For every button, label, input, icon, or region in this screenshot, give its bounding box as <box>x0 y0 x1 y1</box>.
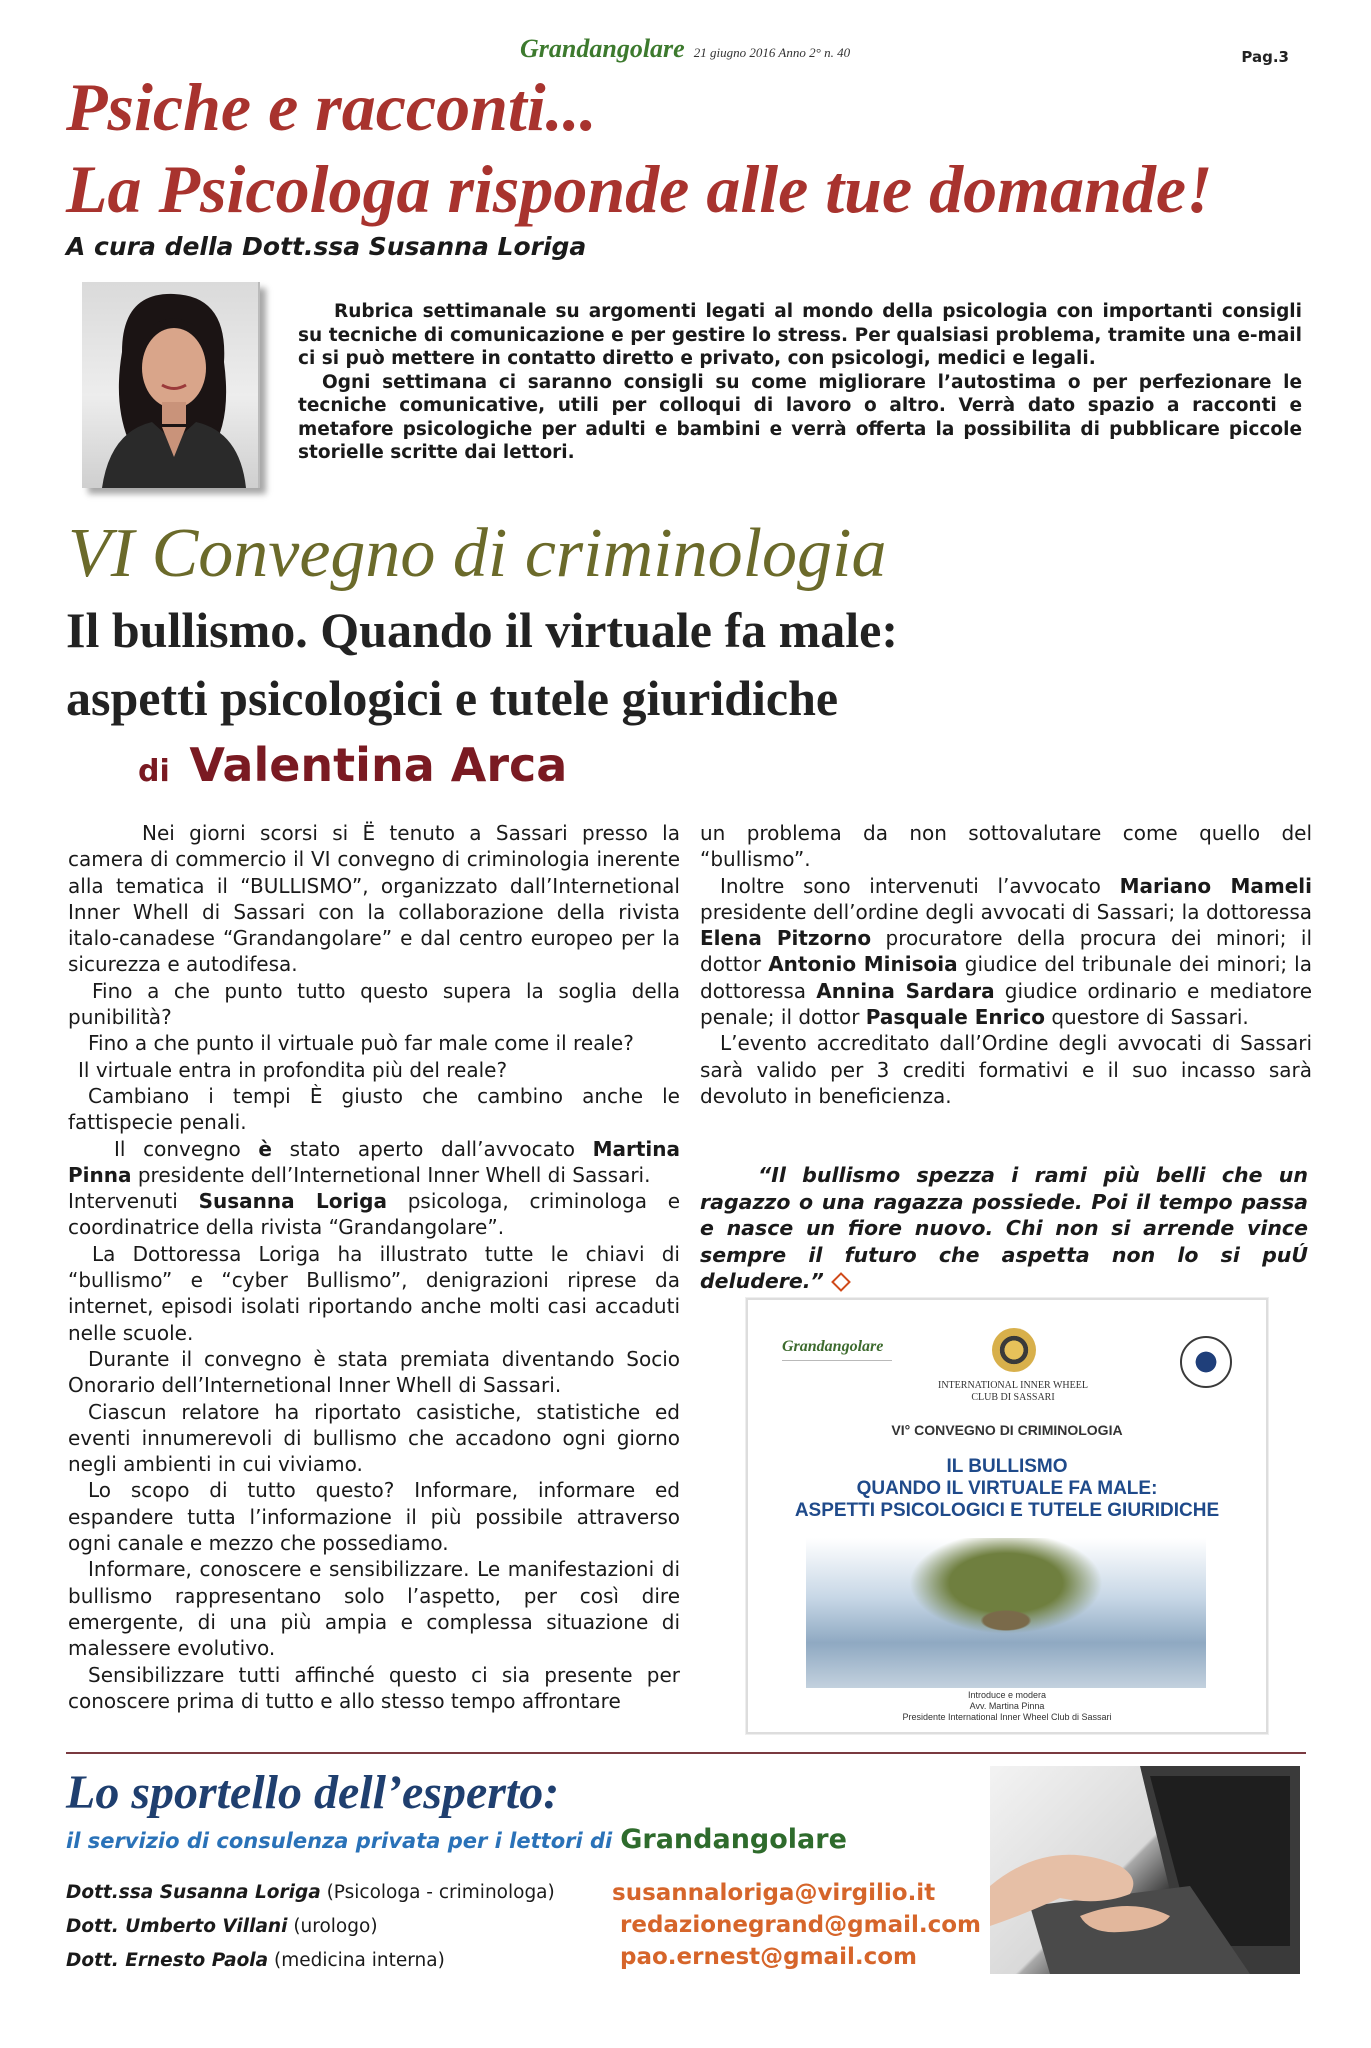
paragraph: Fino a che punto il virtuale può far male come il reale? <box>88 1031 634 1056</box>
article1-paragraph: Ogni settimana ci saranno consigli su come migliorare l’autostima o per perfezionare le tecniche comunicative, utili per colloqui di lavoro o altro. Verrà dato spazio a racconti e metafore psicologiche per adulti e bambini e verrà offerta la possibilita di pubblicare piccole storielle scritte dai lettori. <box>298 371 1302 463</box>
article1-title-line2: La Psicologa risponde alle tue domande! <box>66 151 1213 227</box>
article1-intro <box>298 300 1302 465</box>
article1-title-line1: Psiche e racconti... <box>66 69 597 145</box>
paragraph: Nei giorni scorsi si Ë tenuto a Sassari presso la camera di commercio il VI convegno di criminologia inerente alla tematica il “BULLISMO”, organizzato dall’Internetional Inner Whell di Sassari con la collaborazione della rivista italo-canadese “Grandangolare” e dal centro europeo per la sicurezza e autodifesa. <box>68 821 680 977</box>
masthead-issue: 21 giugno 2016 Anno 2° n. 40 <box>693 45 851 60</box>
expert-email-link[interactable]: redazionegrand@gmail.com <box>620 1912 981 1938</box>
article2-byline <box>138 738 567 792</box>
article2-subtitle-line1: Il bullismo. Quando il virtuale fa male: <box>66 602 899 658</box>
article2-kicker: VI Convegno di criminologia <box>68 515 887 592</box>
quote-text: “Il bullismo spezza i rami più belli che un ragazzo o una ragazza possiede. Poi il tempo passa e nasce un fiore nuovo. Chi non si arrende vince sempre il futuro che aspetta non lo si puÚ deludere.” <box>700 1163 1308 1293</box>
sportello-subtitle-text: il servizio di consulenza privata per i lettori di <box>66 1829 613 1853</box>
paragraph: La Dottoressa Loriga ha illustrato tutte le chiavi di “bullismo” e “cyber Bullismo”, denigrazioni riprese da internet, episodi isolati riportando anche molti casi accaduti nelle scuole. <box>68 1241 680 1345</box>
paragraph: Sensibilizzare tutti affinché questo ci sia presente per conoscere prima di tutto e allo stesso tempo affrontare <box>68 1662 680 1713</box>
masthead <box>520 34 850 64</box>
masthead-brand: Grandangolare <box>520 34 685 63</box>
text: stato aperto dall’avvocato <box>271 1136 593 1161</box>
rotary-emblem-icon <box>992 1328 1036 1372</box>
article1-paragraph: Rubrica settimanale su argomenti legati al mondo della psicologia con importanti consigli su tecniche di comunicazione e per gestire lo stress. Per qualsiasi problema, tramite una e-mail ci si può mettere in contatto diretto e privato, con psicologi, medici e legali. <box>298 301 1302 369</box>
paragraph: un problema da non sottovalutare come quello del “bullismo”. <box>700 821 1312 872</box>
flyer-heading-line3: ASPETTI PSICOLOGICI E TUTELE GIURIDICHE <box>794 1500 1220 1521</box>
paragraph: Informare, conoscere e sensibilizzare. Le manifestazioni di bullismo rappresentano solo l’aspetto, per così dire emergente, di una più ampia e complessa situazione di malessere evolutivo. <box>68 1557 680 1661</box>
sportello-title: Lo sportello dell’esperto: <box>66 1766 560 1819</box>
person-name: Pasquale Enrico <box>865 1005 1045 1030</box>
flyer-org-line1: INTERNATIONAL INNER WHEEL <box>938 1380 1088 1391</box>
flyer-foot-line2: Avv. Martina Pinna <box>969 1701 1045 1711</box>
text-bold: è <box>258 1136 272 1161</box>
flyer-foot-line3: Presidente International Inner Wheel Club di Sassari <box>902 1712 1112 1722</box>
article1-byline: A cura della Dott.ssa Susanna Loriga <box>66 232 587 261</box>
article2-left-column <box>68 820 680 1714</box>
section-divider <box>66 1752 1306 1754</box>
paragraph: Ciascun relatore ha riportato casistiche, statistiche ed eventi innumerevoli di bullismo che accadono ogni giorno negli ambienti in cui viviamo. <box>68 1399 680 1477</box>
byline-prefix: di <box>138 754 170 789</box>
person-name: Martina Pinna <box>68 1136 681 1187</box>
paragraph: L’evento accreditato dall’Ordine degli avvocati di Sassari sarà valido per 3 crediti formativi e il suo incasso sarà devoluto in beneficienza. <box>700 1031 1312 1108</box>
paragraph: Cambiano i tempi È giusto che cambino anche le fattispecie penali. <box>68 1083 680 1135</box>
flyer-org-line2: CLUB DI SASSARI <box>971 1392 1055 1403</box>
paragraph: Lo scopo di tutto questo? Informare, informare ed espandere tutta l’informazione il più possibile attraverso ogni canale e mezzo che possediamo. <box>68 1478 680 1556</box>
portrait-image <box>82 282 258 488</box>
paragraph <box>68 1136 680 1189</box>
text: giudice del tribunale dei minori; la dottoressa <box>700 952 1312 1003</box>
person-name: Susanna Loriga <box>198 1189 387 1214</box>
author-photo <box>82 282 260 488</box>
event-flyer <box>746 1298 1268 1734</box>
expert-role: (urologo) <box>287 1916 378 1937</box>
security-center-emblem-icon <box>1180 1336 1232 1388</box>
article2-right-column <box>700 820 1312 1109</box>
text: presidente dell’ordine degli avvocati di Sassari; la dottoressa <box>700 899 1312 924</box>
page-number: Pag.3 <box>1241 48 1289 66</box>
expert-name: Dott. Ernesto Paola <box>66 1950 269 1971</box>
text: psicologa, criminologa e coordinatrice della rivista “Grandangolare”. <box>68 1189 681 1240</box>
paragraph: Il virtuale entra in profondita più del reale? <box>78 1057 508 1082</box>
expert-role: (medicina interna) <box>268 1950 445 1971</box>
flyer-convegno: VI° CONVEGNO DI CRIMINOLOGIA <box>891 1422 1123 1438</box>
text: procuratore della procura dei minori; il dottor <box>700 926 1312 977</box>
flyer-tree-image <box>806 1538 1206 1688</box>
flyer-footer <box>748 1690 1266 1723</box>
laptop-illustration <box>990 1766 1300 1974</box>
byline-author: Valentina Arca <box>189 738 568 792</box>
flyer-heading <box>748 1456 1266 1522</box>
flyer-foot-line1: Introduce e modera <box>967 1690 1047 1700</box>
expert-email-link[interactable]: susannaloriga@virgilio.it <box>612 1880 936 1906</box>
text: Intervenuti <box>68 1189 199 1214</box>
expert-row <box>66 1916 378 1937</box>
sportello-subtitle-brand: Grandangolare <box>620 1824 847 1855</box>
expert-row <box>66 1950 445 1971</box>
paragraph: Durante il convegno è stata premiata diventando Socio Onorario dell’Internetional Inner Whell di Sassari. <box>68 1346 680 1398</box>
expert-role: (Psicologa - criminologa) <box>320 1882 555 1903</box>
text: questore di Sassari. <box>1044 1005 1249 1030</box>
laptop-typing-image <box>990 1766 1300 1974</box>
end-diamond-icon <box>831 1272 851 1292</box>
flyer-brand: Grandangolare <box>782 1338 884 1355</box>
person-name: Mariano Mameli <box>1119 873 1312 898</box>
paragraph <box>700 873 1312 1031</box>
person-name: Antonio Minisoia <box>768 952 958 977</box>
pull-quote <box>700 1162 1308 1295</box>
article2-subtitle-line2: aspetti psicologici e tutele giuridiche <box>66 670 839 726</box>
flyer-heading-line1: IL BULLISMO <box>946 1456 1068 1477</box>
flyer-brand-rule <box>782 1360 892 1379</box>
expert-email-link[interactable]: pao.ernest@gmail.com <box>620 1944 917 1970</box>
text: presidente dell’Internetional Inner Whell di Sassari. <box>131 1162 651 1187</box>
person-name: Elena Pitzorno <box>700 926 872 951</box>
flyer-organizer <box>928 1380 1098 1404</box>
expert-name: Dott.ssa Susanna Loriga <box>66 1882 321 1903</box>
paragraph: Fino a che punto tutto questo supera la soglia della punibilità? <box>68 978 680 1030</box>
expert-row <box>66 1882 555 1903</box>
flyer-heading-line2: QUANDO IL VIRTUALE FA MALE: <box>856 1478 1158 1499</box>
text: Inoltre sono intervenuti l’avvocato <box>720 873 1120 898</box>
person-name: Annina Sardara <box>816 978 995 1003</box>
text: Il convegno <box>114 1136 259 1161</box>
paragraph <box>68 1188 680 1241</box>
text: giudice ordinario e mediatore penale; il dottor <box>700 978 1312 1030</box>
sportello-subtitle <box>66 1824 847 1855</box>
expert-name: Dott. Umberto Villani <box>66 1916 288 1937</box>
